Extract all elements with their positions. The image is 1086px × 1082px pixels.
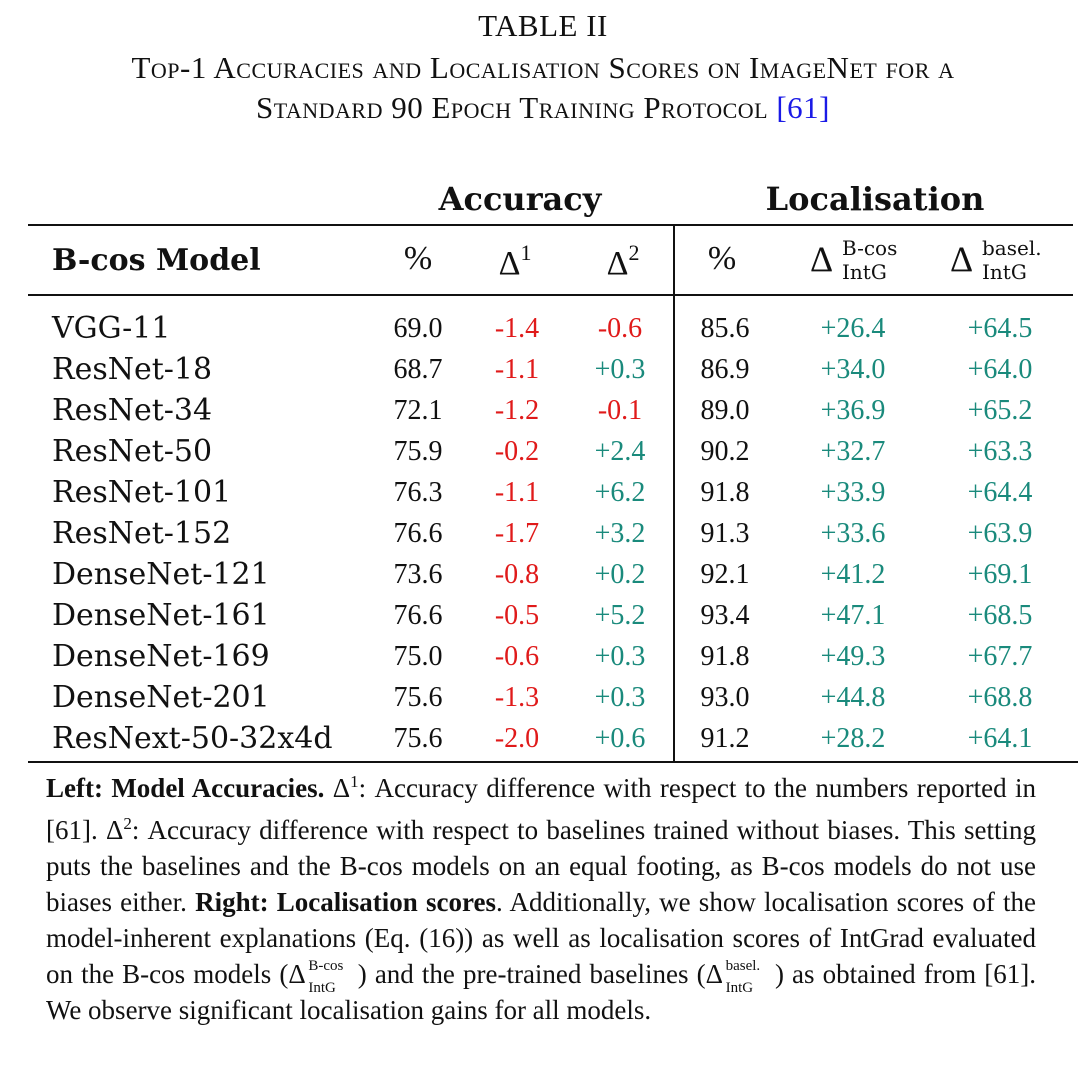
acc-cell: 76.6 — [393, 600, 443, 631]
model-name-cell: DenseNet-201 — [52, 680, 270, 715]
basel-cell: +65.2 — [967, 395, 1033, 426]
bcos-cell: +33.6 — [820, 518, 886, 549]
bcos-cell: +28.2 — [820, 723, 886, 754]
d2-cell: +0.6 — [594, 723, 646, 754]
header-delta-basel-symbol: Δ — [950, 239, 974, 279]
d1-cell: -1.1 — [494, 354, 540, 385]
model-name-cell: ResNet-101 — [52, 475, 232, 510]
d2-cell: -0.1 — [597, 395, 643, 426]
model-name-cell: DenseNet-161 — [52, 598, 270, 633]
header-basel-sup: basel. — [982, 236, 1042, 260]
bcos-cell: +33.9 — [820, 477, 886, 508]
note-bcos-sup: B-cos — [308, 958, 344, 974]
note-mid-text: ) and the pre-trained baselines ( — [357, 959, 706, 989]
d1-cell: -0.8 — [494, 559, 540, 590]
d2-cell: +0.2 — [594, 559, 646, 590]
acc-cell: 76.6 — [393, 518, 443, 549]
header-rule — [28, 294, 1073, 296]
d2-cell: +2.4 — [594, 436, 646, 467]
note-d1-text: : Accuracy difference with respect to the numbers reported in [61]. — [46, 773, 1037, 845]
note-delta-basel — [705, 956, 775, 996]
table-row — [0, 349, 1086, 390]
basel-cell: +69.1 — [967, 559, 1033, 590]
note-d2-symbol: Δ — [105, 815, 124, 845]
bcos-cell: +47.1 — [820, 600, 886, 631]
note-d1-symbol: Δ — [332, 773, 351, 803]
acc-cell: 75.0 — [393, 641, 443, 672]
note-d1-sup: 1 — [350, 772, 359, 791]
note-basel-sup: basel. — [725, 958, 761, 974]
note-d2-sup: 2 — [123, 814, 132, 833]
table-number: TABLE II — [478, 8, 608, 43]
loc-cell: 85.6 — [700, 313, 750, 344]
basel-cell: +64.0 — [967, 354, 1033, 385]
note-end-text: ) as obtained from [61]. We observe significant localisation gains for all models. — [46, 959, 1037, 1025]
note-right-text: . Additionally, we show localisation scores of the model-inherent explanations (Eq. (16)) as well as localisation scores of IntGrad evaluated on the B-cos models ( — [46, 887, 1037, 989]
header-delta1-sup: 1 — [520, 240, 532, 265]
acc-cell: 73.6 — [393, 559, 443, 590]
header-delta-basel-intg — [950, 236, 1042, 284]
model-name-cell: DenseNet-169 — [52, 639, 270, 674]
d1-cell: -2.0 — [494, 723, 540, 754]
loc-cell: 93.0 — [700, 682, 750, 713]
caption-text: Standard 90 Epoch Training Protocol — [255, 90, 769, 125]
d1-cell: -1.1 — [494, 477, 540, 508]
table-caption-line-1: Top-1 Accuracies and Localisation Scores on ImageNet for a — [131, 50, 955, 85]
basel-cell: +64.1 — [967, 723, 1033, 754]
header-model: B-cos Model — [52, 243, 261, 278]
bcos-cell: +32.7 — [820, 436, 886, 467]
loc-cell: 91.8 — [700, 477, 750, 508]
table-row — [0, 308, 1086, 349]
basel-cell: +63.3 — [967, 436, 1033, 467]
d2-cell: +5.2 — [594, 600, 646, 631]
bcos-cell: +36.9 — [820, 395, 886, 426]
table-footnote — [46, 764, 1036, 1028]
header-delta2-sup: 2 — [628, 240, 640, 265]
note-right-label: Right: Localisation scores — [195, 887, 496, 917]
localisation-group-header: Localisation — [765, 180, 985, 218]
acc-cell: 75.6 — [393, 682, 443, 713]
d1-cell: -1.4 — [494, 313, 540, 344]
note-delta-bcos-symbol: Δ — [288, 959, 306, 989]
header-accuracy-pct: % — [403, 240, 433, 277]
loc-cell: 89.0 — [700, 395, 750, 426]
d1-cell: -0.5 — [494, 600, 540, 631]
note-delta-bcos — [288, 956, 357, 996]
acc-cell: 72.1 — [393, 395, 443, 426]
header-bcos-sub: IntG — [842, 260, 887, 284]
loc-cell: 86.9 — [700, 354, 750, 385]
table-row — [0, 718, 1086, 759]
basel-cell: +68.8 — [967, 682, 1033, 713]
model-name-cell: DenseNet-121 — [52, 557, 270, 592]
d2-cell: +0.3 — [594, 354, 646, 385]
accuracy-group-header: Accuracy — [438, 180, 602, 218]
table-caption-line-2 — [0, 90, 1086, 126]
loc-cell: 93.4 — [700, 600, 750, 631]
d2-cell: +0.3 — [594, 641, 646, 672]
bottom-rule — [28, 761, 1078, 763]
d1-cell: -1.2 — [494, 395, 540, 426]
acc-cell: 68.7 — [393, 354, 443, 385]
basel-cell: +64.5 — [967, 313, 1033, 344]
model-name-cell: ResNet-34 — [52, 393, 213, 428]
note-d2-text: : Accuracy difference with respect to baselines trained without biases. This setting puts the baselines and the B-cos models on an equal footing, as B-cos models do not use biases either. — [46, 815, 1036, 917]
model-name-cell: ResNet-18 — [52, 352, 213, 387]
basel-cell: +68.5 — [967, 600, 1033, 631]
note-left-label: Left: Model Accuracies. — [46, 773, 325, 803]
table-row — [0, 595, 1086, 636]
header-localisation-pct: % — [707, 240, 737, 277]
model-name-cell: VGG-11 — [52, 311, 171, 346]
d1-cell: -0.6 — [494, 641, 540, 672]
header-delta-bcos-symbol: Δ — [810, 239, 834, 279]
d2-cell: +0.3 — [594, 682, 646, 713]
bcos-cell: +26.4 — [820, 313, 886, 344]
header-basel-sub: IntG — [982, 260, 1027, 284]
basel-cell: +64.4 — [967, 477, 1033, 508]
header-delta2-symbol: Δ — [606, 245, 629, 282]
table-row — [0, 513, 1086, 554]
table-row — [0, 472, 1086, 513]
header-delta1 — [470, 240, 560, 283]
bcos-cell: +34.0 — [820, 354, 886, 385]
d1-cell: -1.3 — [494, 682, 540, 713]
bcos-cell: +49.3 — [820, 641, 886, 672]
loc-cell: 91.8 — [700, 641, 750, 672]
model-name-cell: ResNet-152 — [52, 516, 232, 551]
acc-cell: 75.9 — [393, 436, 443, 467]
d2-cell: +3.2 — [594, 518, 646, 549]
acc-cell: 75.6 — [393, 723, 443, 754]
loc-cell: 92.1 — [700, 559, 750, 590]
d1-cell: -1.7 — [494, 518, 540, 549]
table-row — [0, 390, 1086, 431]
d1-cell: -0.2 — [494, 436, 540, 467]
acc-cell: 69.0 — [393, 313, 443, 344]
header-delta1-symbol: Δ — [498, 245, 521, 282]
loc-cell: 91.2 — [700, 723, 750, 754]
header-bcos-sup: B-cos — [842, 236, 898, 260]
note-delta-basel-symbol: Δ — [705, 959, 723, 989]
header-delta-bcos-intg — [810, 236, 898, 284]
table-row — [0, 431, 1086, 472]
top-rule — [28, 224, 1073, 226]
d2-cell: -0.6 — [597, 313, 643, 344]
citation-link[interactable]: [61] — [776, 90, 831, 125]
model-name-cell: ResNet-50 — [52, 434, 213, 469]
loc-cell: 91.3 — [700, 518, 750, 549]
bcos-cell: +41.2 — [820, 559, 886, 590]
model-name-cell: ResNext-50-32x4d — [52, 721, 333, 756]
loc-cell: 90.2 — [700, 436, 750, 467]
table-row — [0, 554, 1086, 595]
bcos-cell: +44.8 — [820, 682, 886, 713]
header-delta2 — [578, 240, 668, 283]
note-basel-sub: IntG — [725, 980, 754, 996]
table-row — [0, 636, 1086, 677]
table-row — [0, 677, 1086, 718]
note-bcos-sub: IntG — [308, 980, 336, 996]
basel-cell: +67.7 — [967, 641, 1033, 672]
d2-cell: +6.2 — [594, 477, 646, 508]
basel-cell: +63.9 — [967, 518, 1033, 549]
acc-cell: 76.3 — [393, 477, 443, 508]
